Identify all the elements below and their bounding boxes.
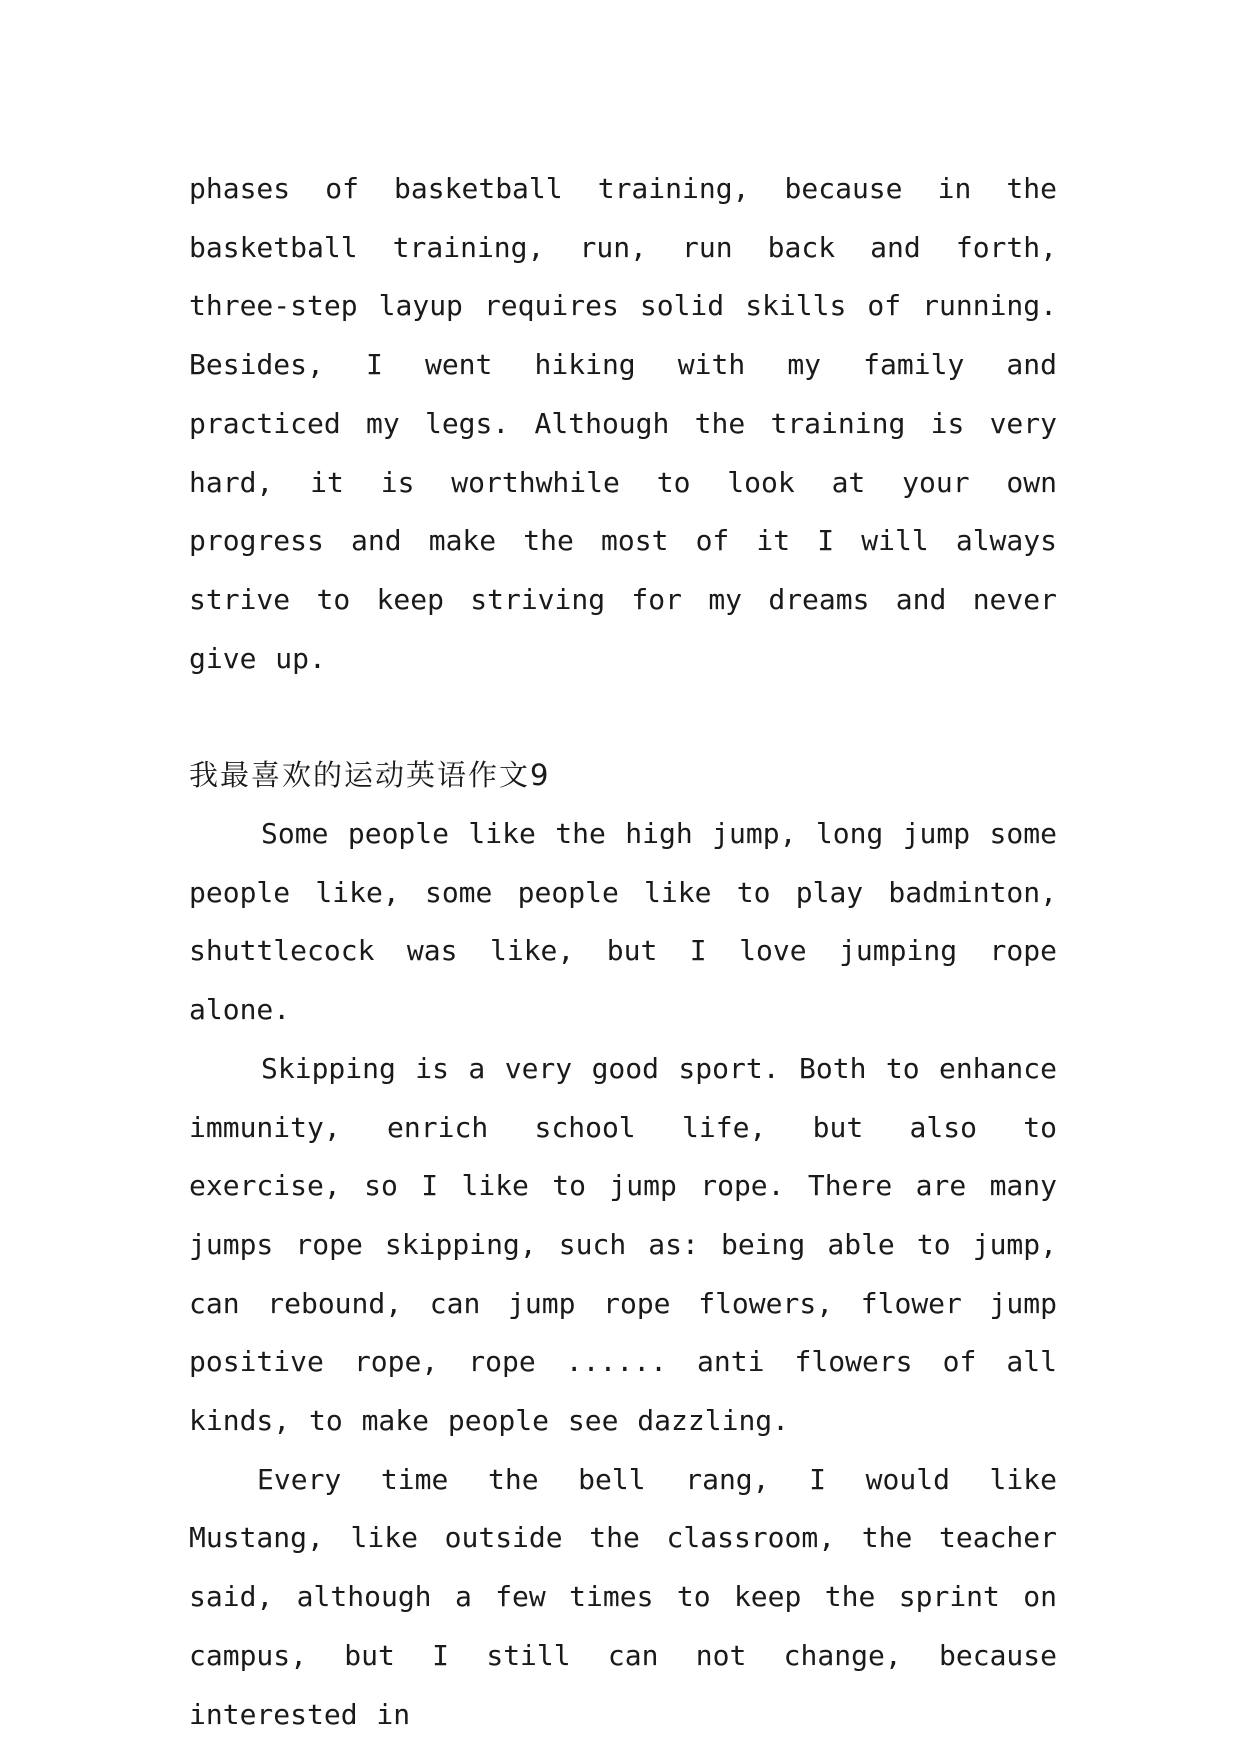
continued-paragraph: phases of basketball training, because in the basketball training, run, run back and forth, three-step layup requires solid skills of running. Besides, I went hiking with my family and practiced my legs. Although the training is very hard, it is worthwhile to look at your own progress and make the most of it I will always strive to keep striving for my dreams and never give up. (189, 172, 1057, 675)
paragraph-3: Every time the bell rang, I would like Mustang, like outside the classroom, the teacher said, although a few times to keep the sprint on campus, but I still can not change, because interested in (189, 1462, 1057, 1731)
section-heading: 我最喜欢的运动英语作文9 (189, 758, 551, 793)
document-body (189, 160, 1057, 1744)
paragraph-1: Some people like the high jump, long jump some people like, some people like to play badminton, shuttlecock was like, but I love jumping rope alone. (189, 817, 1057, 1027)
paragraph-2: Skipping is a very good sport. Both to enhance immunity, enrich school life, but also to exercise, so I like to jump rope. There are many jumps rope skipping, such as: being able to jump, can rebound, can jump rope flowers, flower jump positive rope, rope ...... anti flowers of all kinds, to make people see dazzling. (189, 1051, 1057, 1438)
